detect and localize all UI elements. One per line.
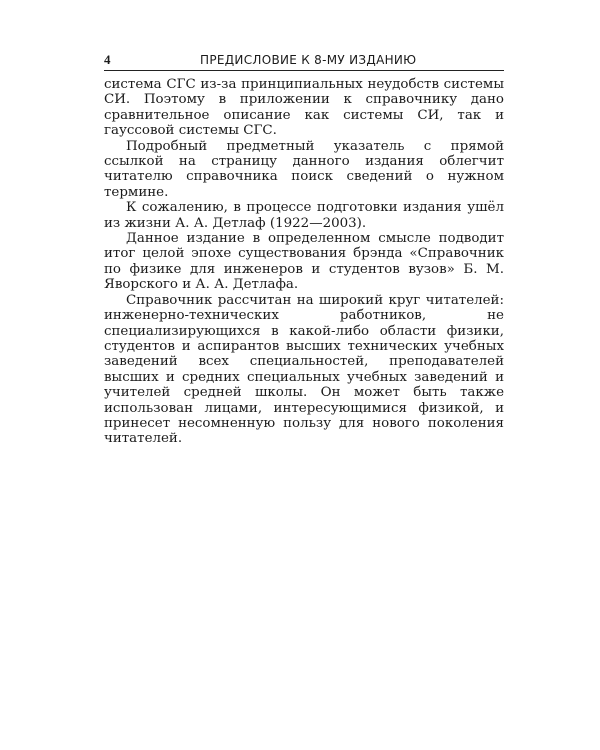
page-number: 4	[104, 52, 111, 67]
main-text	[104, 77, 504, 447]
running-title: ПРЕДИСЛОВИЕ К 8-МУ ИЗДАНИЮ	[200, 53, 417, 67]
paragraph-in-memoriam: К сожалению, в процессе подготовки издания ушёл из жизни А. А. Детлаф (1922—2003).	[104, 200, 504, 231]
paragraph-continued: система СГС из-за принципиальных неудобств системы СИ. Поэтому в приложении к справочнику дано сравнительное описание как системы СИ, так и гауссовой системы СГС.	[104, 77, 504, 139]
paragraph-edition-summary: Данное издание в определенном смысле подводит итог целой эпохе существования брэнда «Справочник по физике для инженеров и студентов вузов» Б. М. Яворского и А. А. Детлафа.	[104, 231, 504, 293]
paragraph-audience: Справочник рассчитан на широкий круг читателей: инженерно-технических работников, не специализирующихся в какой-либо области физики, студентов и аспирантов высших технических учебных заведений всех специальностей, преподавателей высших и средних специальных учебных заведений и учителей средней школы. Он может быть также использован лицами, интересующимися физикой, и принесет несомненную пользу для нового поколения читателей.	[104, 292, 504, 447]
paragraph-subject-index: Подробный предметный указатель с прямой ссылкой на страницу данного издания облегчит читателю справочника поиск сведений о нужном термине.	[104, 138, 504, 200]
page-header	[104, 52, 504, 71]
